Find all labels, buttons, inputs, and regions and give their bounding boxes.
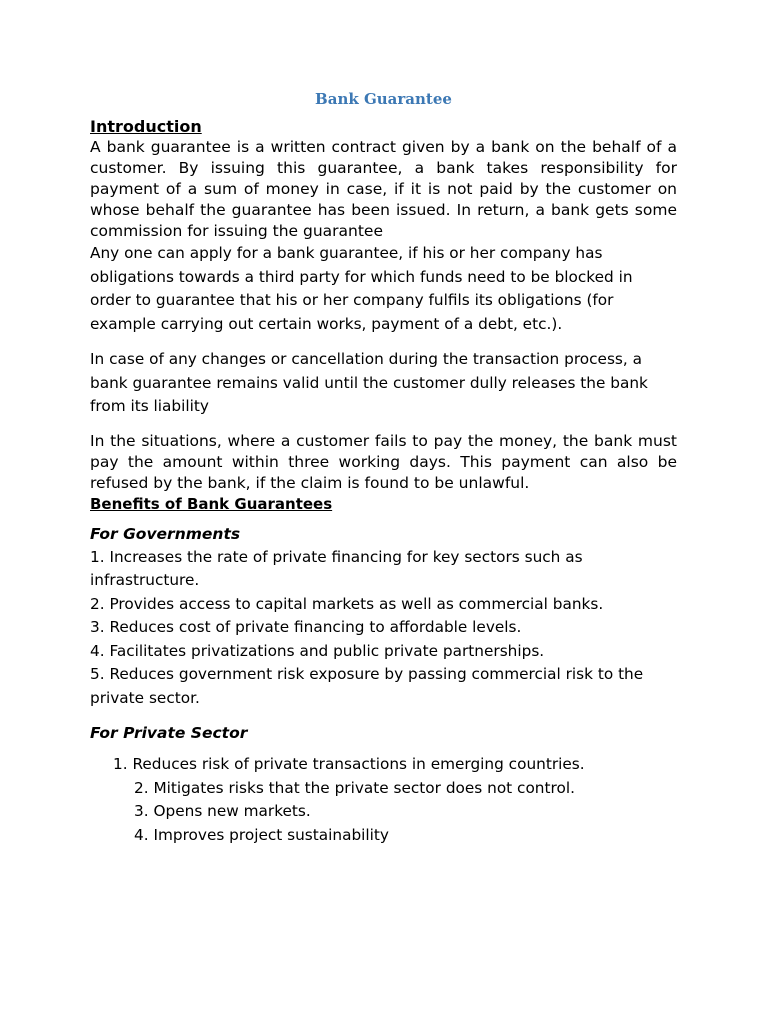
list-item: 3. Opens new markets. — [134, 802, 311, 820]
intro-paragraph-2: Any one can apply for a bank guarantee, if his or her company has obligations towards a third party for which funds need to be blocked in order to guarantee that his or her company fulfils its obligations (for example carrying out certain works, payment of a debt, etc.). — [90, 244, 633, 333]
list-item: 4. Improves project sustainability — [134, 825, 389, 844]
introduction-heading: Introduction — [90, 117, 202, 136]
governments-subheading: For Governments — [90, 524, 241, 543]
list-item: 1. Increases the rate of private financing for key sectors such as infrastructure. — [90, 547, 583, 589]
intro-paragraph-1: A bank guarantee is a written contract given by a bank on the behalf of a customer. By issuing this guarantee, a bank takes responsibility for payment of a sum of money in case, if it is not paid by the customer on whose behalf the guarantee has been issued. In return, a bank gets some commission for issuing the guarantee — [90, 138, 677, 240]
list-item: 5. Reduces government risk exposure by passing commercial risk to the private sector. — [90, 665, 644, 707]
list-item: 2. Mitigates risks that the private sector does not control. — [134, 778, 575, 797]
list-item: 2. Provides access to capital markets as well as commercial banks. — [90, 594, 604, 613]
document-title: Bank Guarantee — [315, 90, 452, 108]
document-page — [90, 88, 677, 847]
list-item: 1. Reduces risk of private transactions in emerging countries. — [113, 755, 585, 773]
private-sector-subheading: For Private Sector — [90, 724, 248, 742]
intro-paragraph-3: In case of any changes or cancellation during the transaction process, a bank guarantee remains valid until the customer dully releases the bank from its liability — [90, 350, 648, 415]
list-item: 4. Facilitates privatizations and public private partnerships. — [90, 641, 545, 660]
private-sector-list — [90, 753, 677, 847]
intro-paragraph-4: In the situations, where a customer fails to pay the money, the bank must pay the amount within three working days. This payment can also be refused by the bank, if the claim is found to be unlawful. — [90, 431, 677, 492]
benefits-heading: Benefits of Bank Guarantees — [90, 494, 333, 513]
governments-list — [90, 546, 677, 711]
list-item: 3. Reduces cost of private financing to affordable levels. — [90, 618, 522, 636]
